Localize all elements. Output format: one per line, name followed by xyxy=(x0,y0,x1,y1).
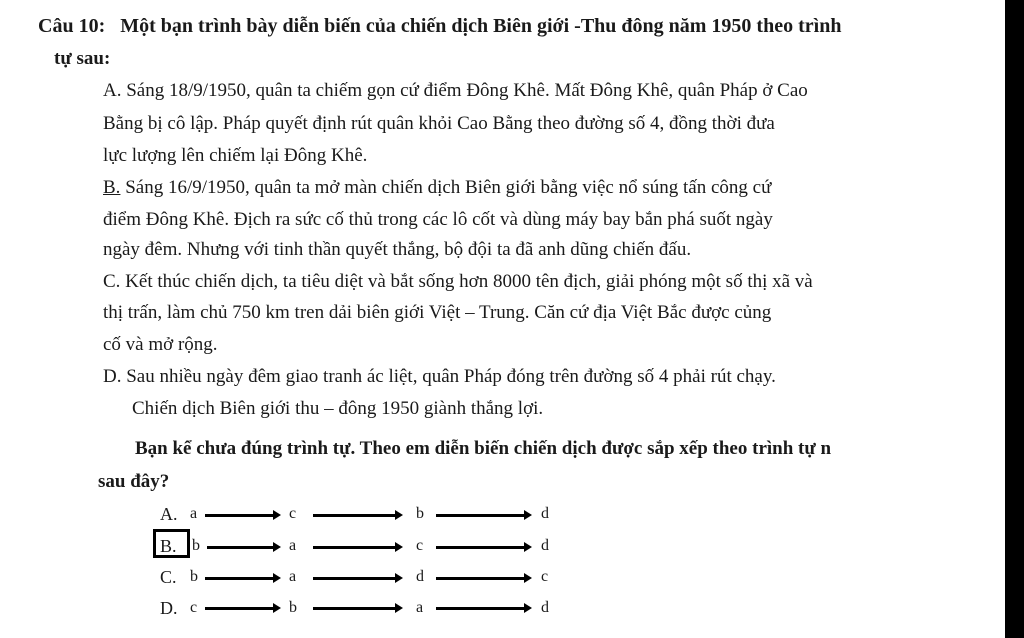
arrow-icon xyxy=(436,514,526,517)
event-b-letter: B. xyxy=(103,177,121,198)
arrow-icon xyxy=(313,577,397,580)
answer-b-label[interactable]: B. xyxy=(160,536,177,556)
answer-d-item-3: a xyxy=(416,599,424,616)
answer-b-item-3: c xyxy=(416,537,424,554)
arrow-icon xyxy=(436,546,526,549)
answer-d-item-4: d xyxy=(541,599,549,616)
answer-a-item-3: b xyxy=(416,505,424,522)
event-d-line-2: Chiến dịch Biên giới thu – đông 1950 giành thắng lợi. xyxy=(132,398,544,419)
selected-answer-box xyxy=(153,529,190,558)
answer-d-item-2: b xyxy=(289,599,297,616)
answer-d-item-1: c xyxy=(190,599,198,616)
prompt-line-2: sau đây? xyxy=(98,471,170,492)
answer-a-item-2: c xyxy=(289,505,297,522)
arrow-icon xyxy=(207,546,275,549)
answer-a-item-1: a xyxy=(190,505,198,522)
event-a-line-1: A. Sáng 18/9/1950, quân ta chiếm gọn cứ điểm Đông Khê. Mất Đông Khê, quân Pháp ở Cao xyxy=(103,80,808,101)
arrow-icon xyxy=(205,514,275,517)
event-a-line-3: lực lượng lên chiếm lại Đông Khê. xyxy=(103,145,368,166)
question-text-cont: tự sau: xyxy=(54,48,111,69)
arrow-icon xyxy=(205,607,275,610)
answer-c-item-1: b xyxy=(190,568,198,585)
answer-a-item-4: d xyxy=(541,505,549,522)
event-b-line-1 xyxy=(103,177,771,199)
event-c-line-3: cố và mở rộng. xyxy=(103,334,218,355)
question-label: Câu 10: xyxy=(38,15,106,37)
answer-a-label[interactable]: A. xyxy=(160,504,178,524)
question-text: Một bạn trình bày diễn biến của chiến dịch Biên giới -Thu đông năm 1950 theo trình xyxy=(120,15,842,37)
event-a-line-2: Bằng bị cô lập. Pháp quyết định rút quân khỏi Cao Bằng theo đường số 4, đồng thời đưa xyxy=(103,113,775,134)
answer-c-item-2: a xyxy=(289,568,297,585)
arrow-icon xyxy=(313,514,397,517)
answer-b-item-1: b xyxy=(192,537,200,554)
event-c-line-2: thị trấn, làm chủ 750 km tren dải biên giới Việt – Trung. Căn cứ địa Việt Bắc được củng xyxy=(103,302,772,323)
answer-c-item-3: d xyxy=(416,568,424,585)
arrow-icon xyxy=(313,546,397,549)
arrow-icon xyxy=(313,607,397,610)
selected-answer-value: B. xyxy=(0,0,1,1)
prompt-line-1: Bạn kể chưa đúng trình tự. Theo em diễn biến chiến dịch được sắp xếp theo trình tự n xyxy=(135,438,832,459)
event-b-line-3: ngày đêm. Nhưng với tinh thần quyết thắng, bộ đội ta đã anh dũng chiến đấu. xyxy=(103,239,692,260)
event-b-line-2: điểm Đông Khê. Địch ra sức cố thủ trong các lô cốt và dùng máy bay bắn phá suốt ngày xyxy=(103,209,773,230)
answer-b-item-2: a xyxy=(289,537,297,554)
answer-b-item-4: d xyxy=(541,537,549,554)
event-c-line-1: C. Kết thúc chiến dịch, ta tiêu diệt và bắt sống hơn 8000 tên địch, giải phóng một số thị xã và xyxy=(103,271,813,292)
event-b-text: Sáng 16/9/1950, quân ta mở màn chiến dịch Biên giới bằng việc nổ súng tấn công cứ xyxy=(120,177,772,198)
answer-c-label[interactable]: C. xyxy=(160,567,177,587)
arrow-icon xyxy=(436,607,526,610)
arrow-icon xyxy=(205,577,275,580)
answer-c-item-4: c xyxy=(541,568,549,585)
question-title xyxy=(38,15,841,37)
event-d-line-1: D. Sau nhiều ngày đêm giao tranh ác liệt, quân Pháp đóng trên đường số 4 phải rút chạy. xyxy=(103,366,776,387)
arrow-icon xyxy=(436,577,526,580)
answer-d-label[interactable]: D. xyxy=(160,598,178,618)
